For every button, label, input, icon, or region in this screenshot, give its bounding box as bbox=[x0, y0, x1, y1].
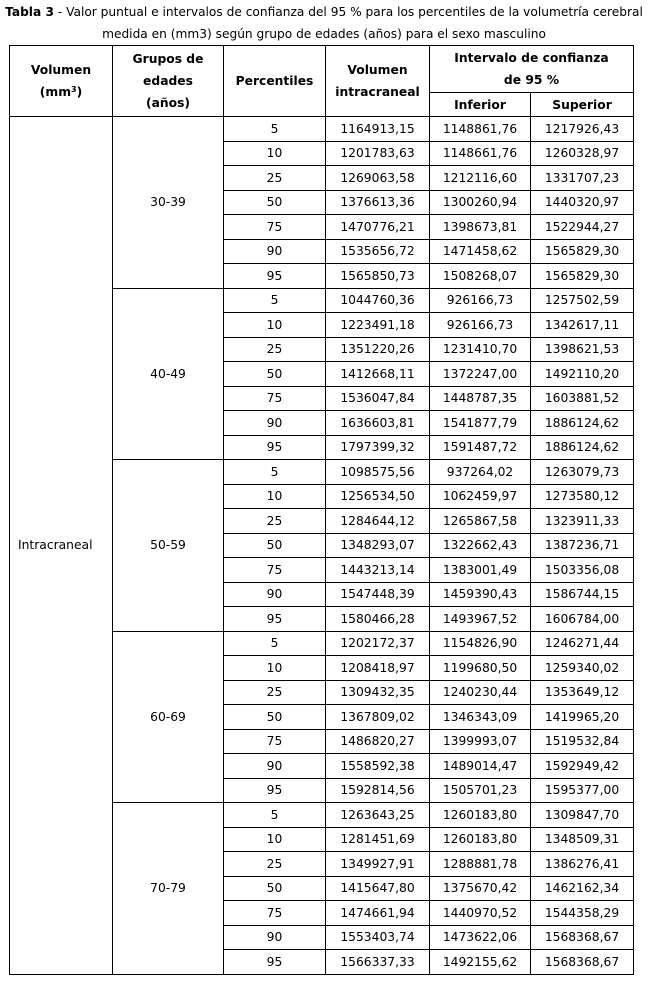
lower-bound-cell: 1260183,80 bbox=[430, 827, 531, 852]
header-volumen: Volumen $(mm^3)$ bbox=[10, 46, 113, 117]
percentile-cell: 50 bbox=[224, 876, 326, 901]
lower-bound-cell: 1062459,97 bbox=[430, 484, 531, 509]
upper-bound-cell: 1257502,59 bbox=[531, 288, 634, 313]
percentile-cell: 50 bbox=[224, 533, 326, 558]
percentile-cell: 95 bbox=[224, 607, 326, 632]
percentile-cell: 75 bbox=[224, 558, 326, 583]
percentile-cell: 90 bbox=[224, 239, 326, 264]
volume-cell: 1281451,69 bbox=[326, 827, 430, 852]
volume-cell: 1309432,35 bbox=[326, 680, 430, 705]
lower-bound-cell: 1508268,07 bbox=[430, 264, 531, 289]
percentile-cell: 75 bbox=[224, 901, 326, 926]
header-volumen-intracraneal: Volumen intracraneal bbox=[326, 46, 430, 117]
percentile-cell: 90 bbox=[224, 582, 326, 607]
lower-bound-cell: 1459390,43 bbox=[430, 582, 531, 607]
upper-bound-cell: 1331707,23 bbox=[531, 166, 634, 191]
upper-bound-cell: 1492110,20 bbox=[531, 362, 634, 387]
upper-bound-cell: 1568368,67 bbox=[531, 950, 634, 975]
volume-cell: 1580466,28 bbox=[326, 607, 430, 632]
percentile-table bbox=[9, 45, 634, 975]
caption-label: Tabla 3 bbox=[5, 5, 54, 19]
percentile-cell: 75 bbox=[224, 729, 326, 754]
percentile-cell: 95 bbox=[224, 264, 326, 289]
upper-bound-cell: 1386276,41 bbox=[531, 852, 634, 877]
volume-cell: 1486820,27 bbox=[326, 729, 430, 754]
age-group-cell: 60-69 bbox=[113, 631, 224, 803]
header-intervalo: Intervalo de confianza de 95 % bbox=[430, 46, 634, 93]
upper-bound-cell: 1606784,00 bbox=[531, 607, 634, 632]
upper-bound-cell: 1522944,27 bbox=[531, 215, 634, 240]
upper-bound-cell: 1503356,08 bbox=[531, 558, 634, 583]
caption-text: - Valor puntual e intervalos de confianza del 95 % para los percentiles de la volumetría cerebral medida en (mm3) según grupo de edades (años) para el sexo masculino bbox=[53, 5, 643, 41]
volume-cell: 1558592,38 bbox=[326, 754, 430, 779]
lower-bound-cell: 1493967,52 bbox=[430, 607, 531, 632]
percentile-cell: 95 bbox=[224, 950, 326, 975]
volume-cell: 1443213,14 bbox=[326, 558, 430, 583]
lower-bound-cell: 1322662,43 bbox=[430, 533, 531, 558]
upper-bound-cell: 1462162,34 bbox=[531, 876, 634, 901]
lower-bound-cell: 926166,73 bbox=[430, 313, 531, 338]
lower-bound-cell: 1489014,47 bbox=[430, 754, 531, 779]
volume-cell: 1351220,26 bbox=[326, 337, 430, 362]
header-grupos: Grupos de edades (años) bbox=[113, 46, 224, 117]
lower-bound-cell: 1398673,81 bbox=[430, 215, 531, 240]
upper-bound-cell: 1246271,44 bbox=[531, 631, 634, 656]
volume-cell: 1223491,18 bbox=[326, 313, 430, 338]
percentile-cell: 75 bbox=[224, 386, 326, 411]
volume-label-cell: Intracraneal bbox=[10, 117, 113, 975]
table-body bbox=[10, 117, 634, 975]
lower-bound-cell: 1473622,06 bbox=[430, 925, 531, 950]
volume-cell: 1367809,02 bbox=[326, 705, 430, 730]
lower-bound-cell: 926166,73 bbox=[430, 288, 531, 313]
age-group-cell: 30-39 bbox=[113, 117, 224, 289]
upper-bound-cell: 1398621,53 bbox=[531, 337, 634, 362]
lower-bound-cell: 1231410,70 bbox=[430, 337, 531, 362]
volume-cell: 1256534,50 bbox=[326, 484, 430, 509]
percentile-cell: 90 bbox=[224, 411, 326, 436]
lower-bound-cell: 1591487,72 bbox=[430, 435, 531, 460]
upper-bound-cell: 1519532,84 bbox=[531, 729, 634, 754]
lower-bound-cell: 1260183,80 bbox=[430, 803, 531, 828]
lower-bound-cell: 1148661,76 bbox=[430, 141, 531, 166]
lower-bound-cell: 1505701,23 bbox=[430, 778, 531, 803]
upper-bound-cell: 1217926,43 bbox=[531, 117, 634, 142]
volume-cell: 1412668,11 bbox=[326, 362, 430, 387]
lower-bound-cell: 1154826,90 bbox=[430, 631, 531, 656]
lower-bound-cell: 1346343,09 bbox=[430, 705, 531, 730]
lower-bound-cell: 1240230,44 bbox=[430, 680, 531, 705]
volume-cell: 1044760,36 bbox=[326, 288, 430, 313]
lower-bound-cell: 1265867,58 bbox=[430, 509, 531, 534]
volume-cell: 1474661,94 bbox=[326, 901, 430, 926]
lower-bound-cell: 1541877,79 bbox=[430, 411, 531, 436]
table-caption bbox=[0, 0, 648, 45]
percentile-cell: 75 bbox=[224, 215, 326, 240]
percentile-cell: 10 bbox=[224, 827, 326, 852]
percentile-cell: 25 bbox=[224, 166, 326, 191]
percentile-cell: 25 bbox=[224, 680, 326, 705]
percentile-cell: 50 bbox=[224, 705, 326, 730]
lower-bound-cell: 1148861,76 bbox=[430, 117, 531, 142]
upper-bound-cell: 1259340,02 bbox=[531, 656, 634, 681]
volume-cell: 1553403,74 bbox=[326, 925, 430, 950]
percentile-cell: 5 bbox=[224, 631, 326, 656]
percentile-cell: 95 bbox=[224, 435, 326, 460]
volume-cell: 1284644,12 bbox=[326, 509, 430, 534]
lower-bound-cell: 1212116,60 bbox=[430, 166, 531, 191]
lower-bound-cell: 1399993,07 bbox=[430, 729, 531, 754]
volume-cell: 1547448,39 bbox=[326, 582, 430, 607]
upper-bound-cell: 1309847,70 bbox=[531, 803, 634, 828]
header-inferior: Inferior bbox=[430, 93, 531, 117]
percentile-cell: 90 bbox=[224, 925, 326, 950]
volume-cell: 1565850,73 bbox=[326, 264, 430, 289]
upper-bound-cell: 1348509,31 bbox=[531, 827, 634, 852]
percentile-cell: 50 bbox=[224, 190, 326, 215]
percentile-cell: 10 bbox=[224, 141, 326, 166]
percentile-cell: 5 bbox=[224, 803, 326, 828]
upper-bound-cell: 1342617,11 bbox=[531, 313, 634, 338]
volume-cell: 1797399,32 bbox=[326, 435, 430, 460]
volume-cell: 1348293,07 bbox=[326, 533, 430, 558]
upper-bound-cell: 1419965,20 bbox=[531, 705, 634, 730]
lower-bound-cell: 1448787,35 bbox=[430, 386, 531, 411]
lower-bound-cell: 1300260,94 bbox=[430, 190, 531, 215]
volume-cell: 1164913,15 bbox=[326, 117, 430, 142]
header-superior: Superior bbox=[531, 93, 634, 117]
upper-bound-cell: 1353649,12 bbox=[531, 680, 634, 705]
upper-bound-cell: 1273580,12 bbox=[531, 484, 634, 509]
volume-cell: 1535656,72 bbox=[326, 239, 430, 264]
volume-cell: 1269063,58 bbox=[326, 166, 430, 191]
upper-bound-cell: 1323911,33 bbox=[531, 509, 634, 534]
percentile-cell: 25 bbox=[224, 852, 326, 877]
volume-cell: 1098575,56 bbox=[326, 460, 430, 485]
volume-cell: 1376613,36 bbox=[326, 190, 430, 215]
upper-bound-cell: 1592949,42 bbox=[531, 754, 634, 779]
volume-cell: 1201783,63 bbox=[326, 141, 430, 166]
percentile-cell: 10 bbox=[224, 656, 326, 681]
upper-bound-cell: 1886124,62 bbox=[531, 411, 634, 436]
age-group-cell: 50-59 bbox=[113, 460, 224, 632]
volume-cell: 1592814,56 bbox=[326, 778, 430, 803]
volume-cell: 1566337,33 bbox=[326, 950, 430, 975]
percentile-cell: 5 bbox=[224, 117, 326, 142]
volume-cell: 1349927,91 bbox=[326, 852, 430, 877]
upper-bound-cell: 1565829,30 bbox=[531, 264, 634, 289]
volume-cell: 1470776,21 bbox=[326, 215, 430, 240]
lower-bound-cell: 1383001,49 bbox=[430, 558, 531, 583]
age-group-cell: 70-79 bbox=[113, 803, 224, 975]
percentile-cell: 25 bbox=[224, 509, 326, 534]
lower-bound-cell: 1372247,00 bbox=[430, 362, 531, 387]
upper-bound-cell: 1440320,97 bbox=[531, 190, 634, 215]
percentile-cell: 95 bbox=[224, 778, 326, 803]
upper-bound-cell: 1886124,62 bbox=[531, 435, 634, 460]
percentile-cell: 10 bbox=[224, 484, 326, 509]
upper-bound-cell: 1387236,71 bbox=[531, 533, 634, 558]
header-percentiles: Percentiles bbox=[224, 46, 326, 117]
upper-bound-cell: 1565829,30 bbox=[531, 239, 634, 264]
volume-cell: 1415647,80 bbox=[326, 876, 430, 901]
percentile-cell: 25 bbox=[224, 337, 326, 362]
lower-bound-cell: 937264,02 bbox=[430, 460, 531, 485]
upper-bound-cell: 1260328,97 bbox=[531, 141, 634, 166]
lower-bound-cell: 1492155,62 bbox=[430, 950, 531, 975]
upper-bound-cell: 1603881,52 bbox=[531, 386, 634, 411]
upper-bound-cell: 1263079,73 bbox=[531, 460, 634, 485]
upper-bound-cell: 1595377,00 bbox=[531, 778, 634, 803]
table-row bbox=[10, 117, 634, 142]
percentile-cell: 90 bbox=[224, 754, 326, 779]
lower-bound-cell: 1199680,50 bbox=[430, 656, 531, 681]
volume-cell: 1636603,81 bbox=[326, 411, 430, 436]
upper-bound-cell: 1544358,29 bbox=[531, 901, 634, 926]
upper-bound-cell: 1568368,67 bbox=[531, 925, 634, 950]
volume-cell: 1208418,97 bbox=[326, 656, 430, 681]
percentile-cell: 10 bbox=[224, 313, 326, 338]
lower-bound-cell: 1375670,42 bbox=[430, 876, 531, 901]
upper-bound-cell: 1586744,15 bbox=[531, 582, 634, 607]
percentile-cell: 50 bbox=[224, 362, 326, 387]
volume-cell: 1263643,25 bbox=[326, 803, 430, 828]
percentile-cell: 5 bbox=[224, 288, 326, 313]
volume-cell: 1536047,84 bbox=[326, 386, 430, 411]
lower-bound-cell: 1471458,62 bbox=[430, 239, 531, 264]
lower-bound-cell: 1440970,52 bbox=[430, 901, 531, 926]
age-group-cell: 40-49 bbox=[113, 288, 224, 460]
lower-bound-cell: 1288881,78 bbox=[430, 852, 531, 877]
volume-cell: 1202172,37 bbox=[326, 631, 430, 656]
percentile-cell: 5 bbox=[224, 460, 326, 485]
